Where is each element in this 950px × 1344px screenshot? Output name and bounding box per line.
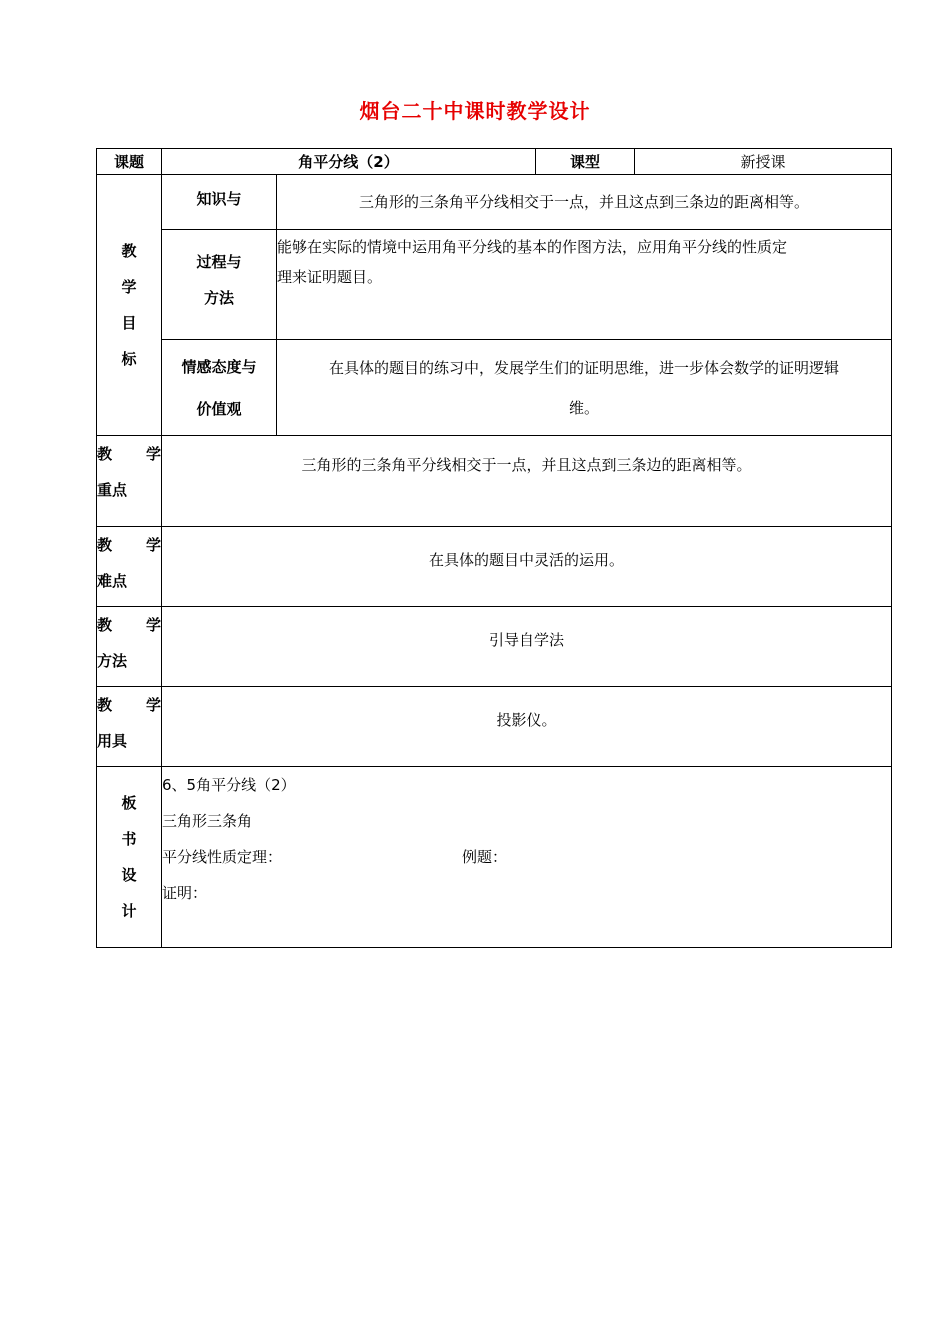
knowledge-text: 三角形的三条角平分线相交于一点，并且这点到三条边的距离相等。: [277, 175, 892, 230]
process-label-line: 过程与: [196, 253, 242, 271]
difficulty-label: [97, 527, 162, 607]
method-row: [97, 607, 892, 687]
board-label-char: 板: [121, 794, 137, 812]
objectives-label-char: 教: [121, 242, 137, 260]
key-points-row: [97, 436, 892, 527]
tools-label-char: 教: [97, 696, 113, 714]
emotion-label-line: 价值观: [196, 399, 242, 418]
board-row: [97, 767, 892, 948]
board-line-3-left: 平分线性质定理：: [162, 848, 283, 866]
board-label-char: 书: [121, 830, 137, 848]
tools-text: 投影仪。: [162, 687, 892, 767]
objectives-label-char: 目: [121, 314, 137, 332]
emotion-text: [277, 340, 892, 436]
objective-knowledge-row: [97, 175, 892, 230]
header-row: [97, 149, 892, 175]
board-line-2: 三角形三条角: [162, 812, 253, 830]
difficulty-text: 在具体的题目中灵活的运用。: [162, 527, 892, 607]
difficulty-row: [97, 527, 892, 607]
topic-value: 角平分线（2）: [162, 149, 536, 175]
key-points-label-bottom: 重点: [97, 481, 128, 499]
objectives-label: [97, 175, 162, 436]
board-line-3-right: 例题：: [462, 848, 508, 866]
difficulty-label-bottom: 难点: [97, 572, 128, 590]
board-label: [97, 767, 162, 948]
process-label: [162, 230, 277, 340]
board-label-char: 设: [121, 866, 137, 884]
knowledge-label: 知识与: [162, 175, 277, 230]
method-text: 引导自学法: [162, 607, 892, 687]
process-text: [277, 230, 892, 340]
key-points-label-char: 学: [145, 445, 161, 463]
tools-row: [97, 687, 892, 767]
tools-label: [97, 687, 162, 767]
method-label-char: 教: [97, 616, 113, 634]
emotion-text-line: 在具体的题目的练习中，发展学生们的证明思维，进一步体会数学的证明逻辑: [329, 358, 840, 377]
tools-label-bottom: 用具: [97, 732, 128, 750]
process-text-line: 理来证明题目。: [277, 268, 383, 286]
difficulty-label-char: 教: [97, 536, 113, 554]
objective-process-row: [97, 230, 892, 340]
objective-emotion-row: [97, 340, 892, 436]
emotion-label: [162, 340, 277, 436]
emotion-label-line: 情感态度与: [181, 357, 257, 376]
board-line-4: 证明：: [162, 884, 208, 902]
board-line-3: [162, 839, 891, 875]
objectives-label-char: 学: [121, 278, 137, 296]
difficulty-label-char: 学: [145, 536, 161, 554]
board-label-char: 计: [121, 902, 137, 920]
objectives-label-char: 标: [121, 350, 137, 368]
process-label-line: 方法: [203, 289, 234, 307]
topic-label: 课题: [97, 149, 162, 175]
key-points-label-char: 教: [97, 445, 113, 463]
emotion-text-line: 维。: [569, 398, 600, 417]
method-label-char: 学: [145, 616, 161, 634]
type-value: 新授课: [635, 149, 892, 175]
board-line-1: 6、5角平分线（2）: [162, 776, 296, 794]
lesson-plan-table: [96, 148, 892, 948]
page-title: 烟台二十中课时教学设计: [359, 99, 591, 123]
method-label-bottom: 方法: [97, 652, 128, 670]
key-points-label: [97, 436, 162, 527]
type-label: 课型: [536, 149, 635, 175]
method-label: [97, 607, 162, 687]
board-content: [162, 767, 892, 948]
tools-label-char: 学: [145, 696, 161, 714]
key-points-text: 三角形的三条角平分线相交于一点，并且这点到三条边的距离相等。: [162, 436, 892, 527]
process-text-line: 能够在实际的情境中运用角平分线的基本的作图方法，应用角平分线的性质定: [277, 238, 788, 256]
